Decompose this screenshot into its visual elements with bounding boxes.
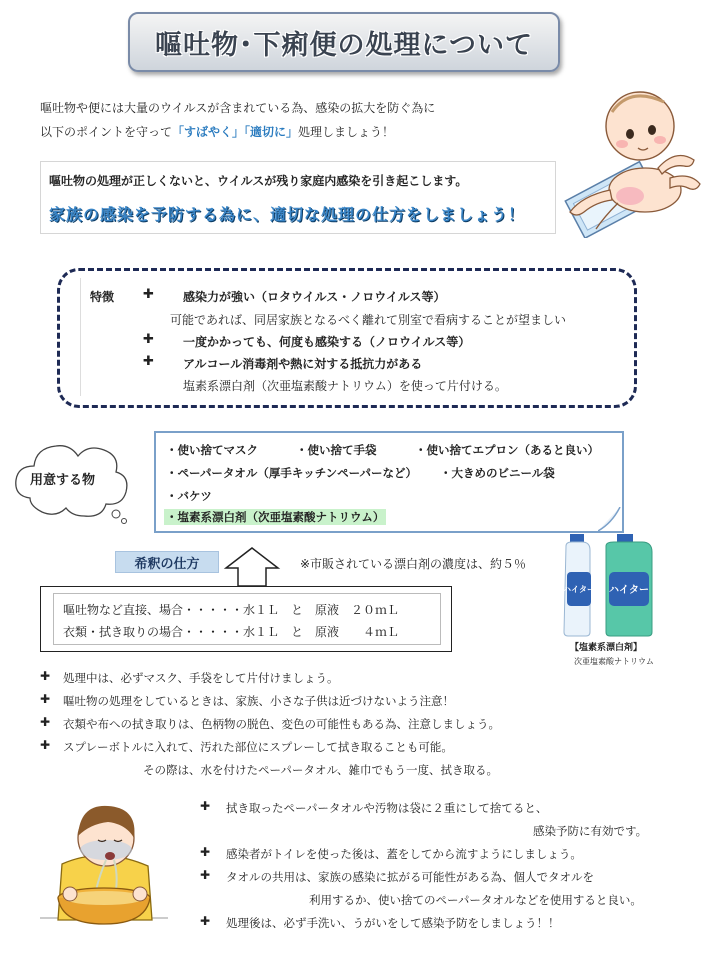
bleach-bottles-image [562,532,666,638]
features-heading: 特徴 [90,290,115,304]
feature-2-title: 一度かかっても、何度も感染する（ノロウイルス等） [183,335,471,349]
supply-bucket: ・バケツ [166,489,212,503]
feature-3-title: アルコール消毒剤や熱に対する抵抗力がある [183,357,423,371]
dilution-row-clothes: 衣類・拭き取りの場合・・・・・水１Ｌ と 原液 ４ｍＬ [63,625,400,639]
features-marker-3: ✚ [143,354,154,369]
title-banner [128,12,560,72]
intro-line-2 [40,120,435,144]
tip2-4: 処理後は、必ず手洗い、うがいをして感染予防をしましょう！！ [226,916,560,930]
intro-line-2-post: 処理しましょう！ [298,125,395,139]
supply-mask: ・使い捨てマスク [166,443,258,457]
tip-4-continuation: その際は、水を付けたペーパータオル、雑巾でもう一度、拭き取る。 [143,763,499,777]
supply-apron: ・使い捨てエプロン（あると良い） [415,443,599,457]
baby-diaper-illustration [560,78,710,238]
warning-line-1: 嘔吐物の処理が正しくないと、ウイルスが残り家庭内感染を引き起こします。 [49,174,468,188]
page-title: 嘔吐物･下痢便の処理について [155,29,533,61]
tip-marker-3: ✚ [40,715,51,729]
supplies-label: 用意する物 [30,473,96,488]
tip-marker-4: ✚ [40,738,51,752]
tip2-marker-4: ✚ [200,914,211,928]
supply-paper-towel: ・ペーパータオル（厚手キッチンペーパーなど） [166,466,418,480]
tip-marker-1: ✚ [40,669,51,683]
tip-2: 嘔吐物の処理をしているときは、家族、小さな子供は近づけないよう注意！ [63,694,454,708]
dilution-row-vomit: 嘔吐物など直接、場合・・・・・水１Ｌ と 原液 ２０ｍＬ [63,603,400,617]
supply-bleach: ・塩素系漂白剤（次亜塩素酸ナトリウム） [166,510,385,524]
tip2-1: 拭き取ったペーパータオルや汚物は袋に２重にして捨てると、 [226,801,548,815]
warning-line-2: 家族の感染を予防する為に、適切な処理の仕方をしましょう！ [49,205,526,224]
features-marker-1: ✚ [143,287,154,302]
feature-3-note: 塩素系漂白剤（次亜塩素酸ナトリウム）を使って片付ける。 [183,379,507,393]
child-vomiting-illustration [40,794,168,944]
tip-4: スプレーボトルに入れて、汚れた部位にスプレーして拭き取ることも可能。 [63,740,453,754]
dilution-note: ※市販されている漂白剤の濃度は、約５％ [300,557,527,571]
intro-line-1: 嘔吐物や便には大量のウイルスが含まれている為、感染の拡大を防ぐ為に [40,101,436,115]
tip-1: 処理中は、必ずマスク、手袋をして片付けましょう。 [63,671,339,685]
tip-marker-2: ✚ [40,692,51,706]
feature-1-note: 可能であれば、同居家族となるべく離れて別室で看病することが望ましい [170,313,567,327]
up-arrow-icon [222,546,282,588]
tip2-1-continuation: 感染予防に有効です。 [533,824,648,838]
intro-highlight-proper: 「適切に」 [244,125,299,139]
intro-text [40,96,435,144]
tip2-marker-3: ✚ [200,868,211,882]
page-curl-corner [598,507,624,533]
tip-3: 衣類や布への拭き取りは、色柄物の脱色、変色の可能性もある為、注意しましょう。 [63,717,500,731]
supply-gloves: ・使い捨て手袋 [296,443,377,457]
tip2-2: 感染者がトイレを使った後は、蓋をしてから流すようにしましょう。 [226,847,582,861]
bleach-caption: 【塩素系漂白剤】 [570,643,643,653]
bleach-subcaption: 次亜塩素酸ナトリウム [574,657,654,666]
intro-line-2-pre: 以下のポイントを守って [40,125,173,139]
features-marker-2: ✚ [143,332,154,347]
tip2-3-continuation: 利用するか、使い捨てのペーパータオルなどを使用すると良い。 [309,893,642,907]
dilution-label: 希釈の仕方 [115,551,219,573]
bottle-left-label: ハイター [563,585,595,594]
warning-box [40,161,556,234]
tip2-marker-2: ✚ [200,845,211,859]
intro-highlight-quick: 「すばやく」 [172,125,245,139]
tip2-marker-1: ✚ [200,799,211,813]
supply-plastic-bag: ・大きめのビニール袋 [440,466,555,480]
feature-1-title: 感染力が強い（ロタウイルス・ノロウイルス等） [183,290,446,304]
tip2-3: タオルの共用は、家族の感染に拡がる可能性がある為、個人でタオルを [226,870,594,884]
bottle-right-label: ハイター [609,585,649,596]
